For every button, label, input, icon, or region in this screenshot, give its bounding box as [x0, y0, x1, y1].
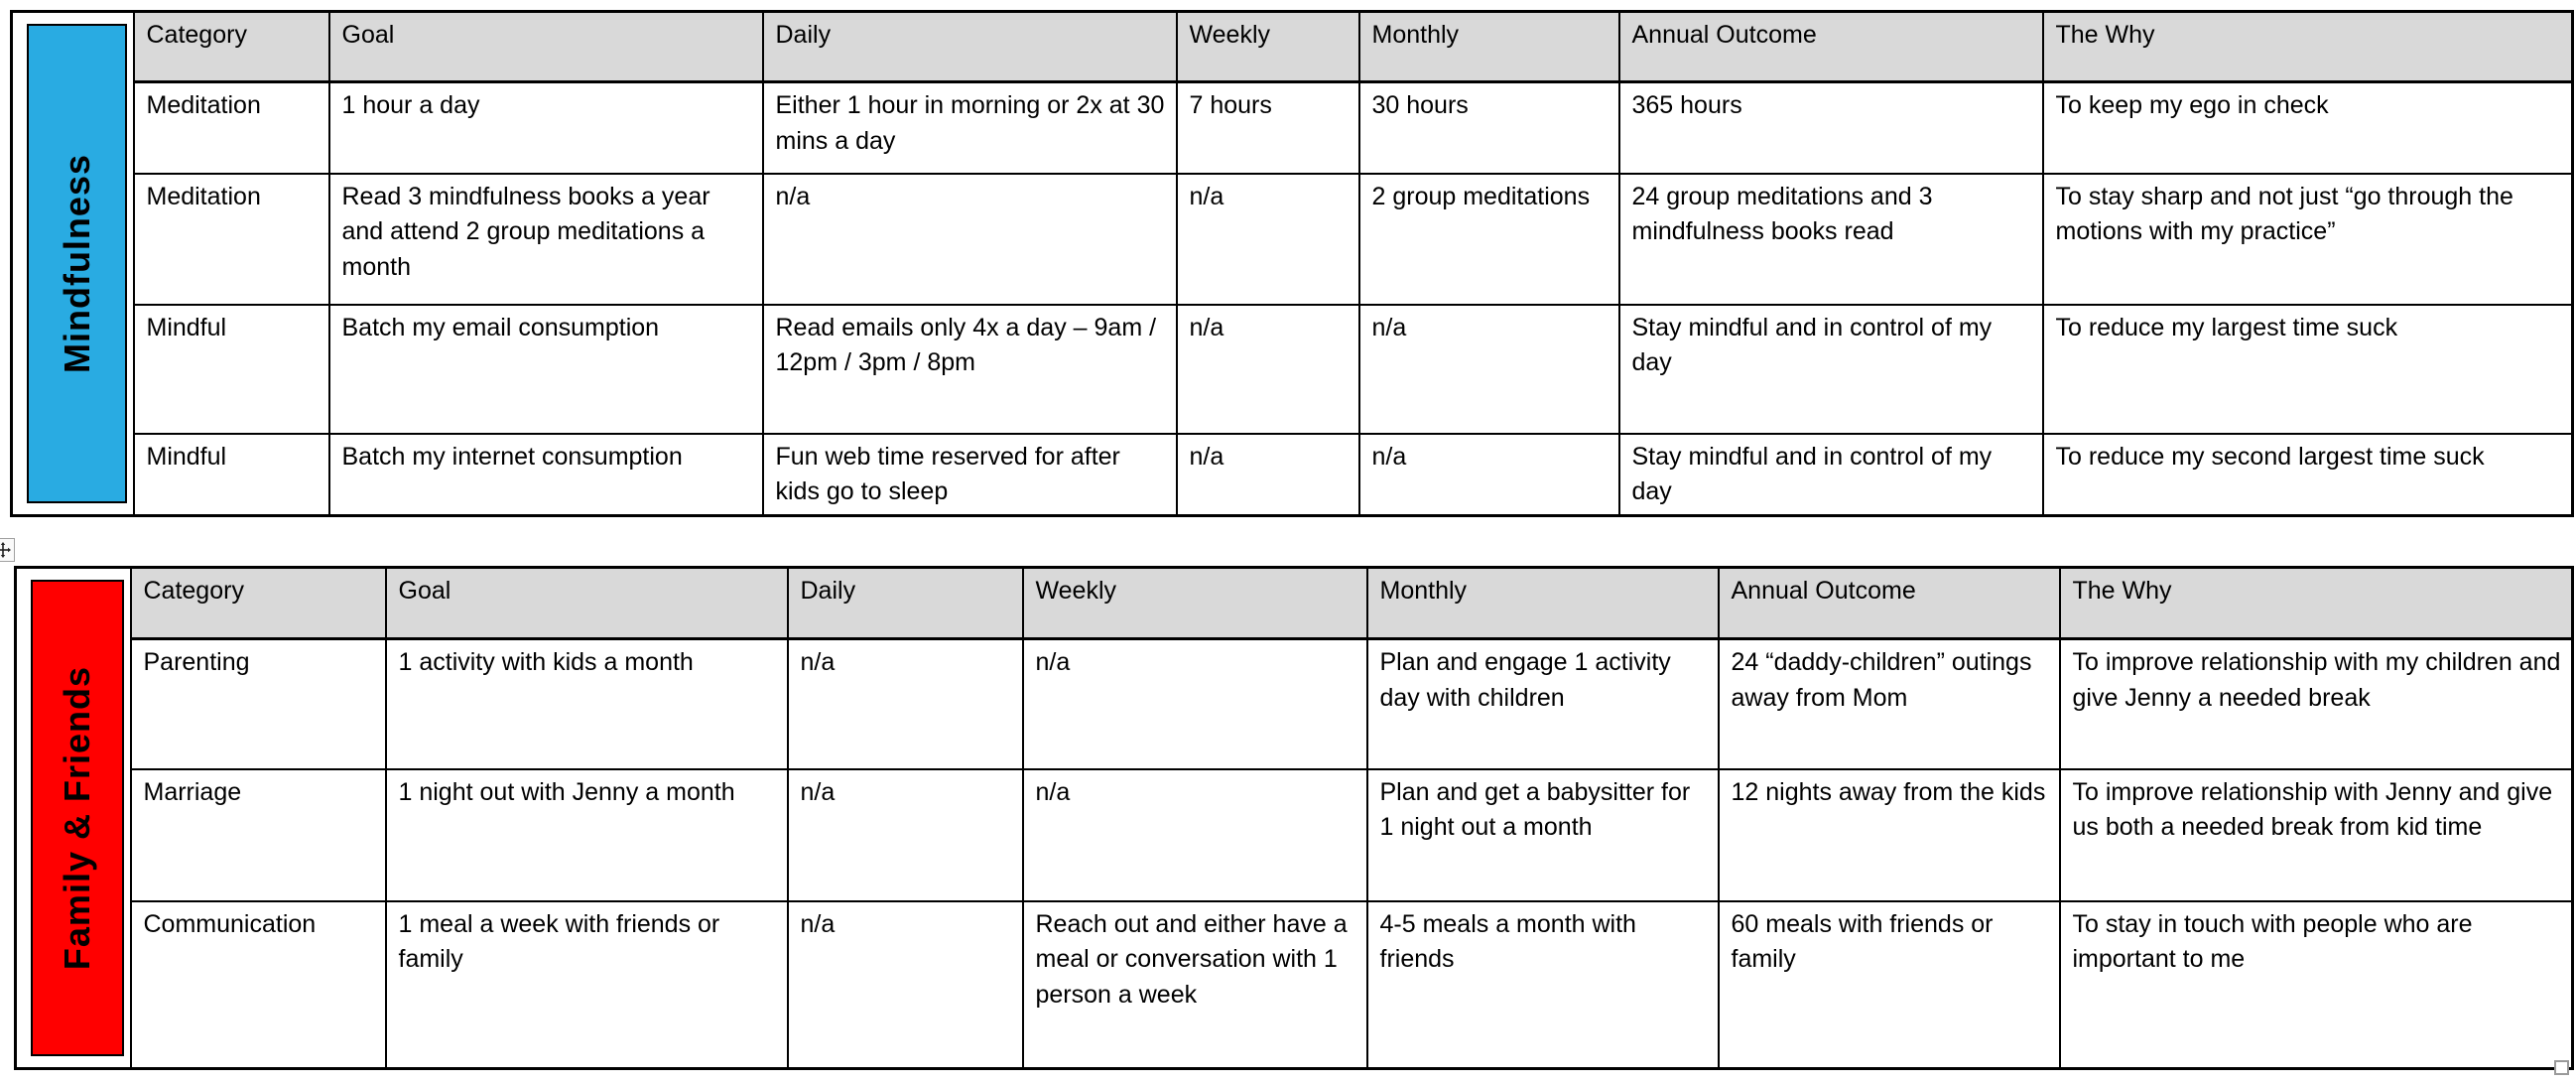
header-cell-weekly[interactable]: Weekly — [1023, 568, 1367, 639]
header-cell-monthly[interactable]: Monthly — [1367, 568, 1719, 639]
table-cell[interactable]: n/a — [1177, 174, 1359, 305]
table-cell[interactable]: 1 hour a day — [329, 82, 763, 174]
table-cell[interactable]: To improve relationship with Jenny and give us both a needed break from kid time — [2060, 769, 2573, 901]
table-cell[interactable]: n/a — [1359, 434, 1619, 516]
table-cell[interactable]: 2 group meditations — [1359, 174, 1619, 305]
table-row — [12, 82, 2573, 174]
header-cell-annual-outcome[interactable]: Annual Outcome — [1719, 568, 2060, 639]
table-cell[interactable]: 365 hours — [1619, 82, 2043, 174]
table-row — [16, 769, 2573, 901]
mindfulness-label-cell[interactable] — [12, 12, 134, 516]
table-cell[interactable]: Marriage — [131, 769, 386, 901]
vertical-label: Family & Friends — [57, 665, 98, 971]
family-friends-goals-table — [14, 566, 2574, 1070]
table-row — [12, 174, 2573, 305]
header-cell-annual-outcome[interactable]: Annual Outcome — [1619, 12, 2043, 82]
table-cell[interactable]: To improve relationship with my children and give Jenny a needed break — [2060, 639, 2573, 769]
table-cell[interactable]: Batch my email consumption — [329, 305, 763, 434]
table-cell[interactable]: Stay mindful and in control of my day — [1619, 305, 2043, 434]
header-cell-category[interactable]: Category — [134, 12, 329, 82]
table-cell[interactable]: Either 1 hour in morning or 2x at 30 mins a day — [763, 82, 1177, 174]
table-cell[interactable]: Communication — [131, 901, 386, 1069]
table-cell[interactable]: 1 night out with Jenny a month — [386, 769, 788, 901]
table-row — [12, 434, 2573, 516]
table-cell[interactable]: n/a — [1177, 434, 1359, 516]
table-cell[interactable]: 24 “daddy-children” outings away from Mom — [1719, 639, 2060, 769]
table-cell[interactable]: n/a — [763, 174, 1177, 305]
header-cell-the-why[interactable]: The Why — [2060, 568, 2573, 639]
header-cell-the-why[interactable]: The Why — [2043, 12, 2573, 82]
mindfulness-goals-table-wrap — [10, 10, 2574, 517]
table-cell[interactable]: Mindful — [134, 434, 329, 516]
table-cell[interactable]: Meditation — [134, 174, 329, 305]
table-cell[interactable]: Plan and engage 1 activity day with children — [1367, 639, 1719, 769]
table-cell[interactable]: To reduce my second largest time suck — [2043, 434, 2573, 516]
table-cell[interactable]: n/a — [1023, 639, 1367, 769]
table-row — [12, 305, 2573, 434]
table-cell[interactable]: 1 activity with kids a month — [386, 639, 788, 769]
table-cell[interactable]: Batch my internet consumption — [329, 434, 763, 516]
table-cell[interactable]: Parenting — [131, 639, 386, 769]
header-cell-goal[interactable]: Goal — [386, 568, 788, 639]
table-cell[interactable]: n/a — [788, 769, 1023, 901]
table-cell[interactable]: To reduce my largest time suck — [2043, 305, 2573, 434]
table-cell[interactable]: Stay mindful and in control of my day — [1619, 434, 2043, 516]
header-cell-goal[interactable]: Goal — [329, 12, 763, 82]
table-cell[interactable]: Plan and get a babysitter for 1 night out a month — [1367, 769, 1719, 901]
table-cell[interactable]: To stay in touch with people who are important to me — [2060, 901, 2573, 1069]
table-cell[interactable]: 7 hours — [1177, 82, 1359, 174]
mindfulness-goals-table — [10, 10, 2574, 517]
table-cell[interactable]: Meditation — [134, 82, 329, 174]
table-move-handle[interactable] — [0, 538, 15, 562]
table-cell[interactable]: Reach out and either have a meal or conversation with 1 person a week — [1023, 901, 1367, 1069]
table-cell[interactable]: Read emails only 4x a day – 9am / 12pm / 3pm / 8pm — [763, 305, 1177, 434]
table-cell[interactable]: 24 group meditations and 3 mindfulness books read — [1619, 174, 2043, 305]
table-cell[interactable]: n/a — [788, 901, 1023, 1069]
table-cell[interactable]: n/a — [1023, 769, 1367, 901]
family-friends-label-box[interactable] — [31, 580, 124, 1056]
table-cell[interactable]: To keep my ego in check — [2043, 82, 2573, 174]
family-friends-goals-table-wrap — [14, 566, 2574, 1070]
header-cell-daily[interactable]: Daily — [788, 568, 1023, 639]
table-cell[interactable]: To stay sharp and not just “go through the motions with my practice” — [2043, 174, 2573, 305]
move-arrows-icon — [0, 542, 11, 558]
header-cell-category[interactable]: Category — [131, 568, 386, 639]
vertical-label: Mindfulness — [56, 153, 97, 373]
table-cell[interactable]: 60 meals with friends or family — [1719, 901, 2060, 1069]
table-cell[interactable]: 12 nights away from the kids — [1719, 769, 2060, 901]
table-cell[interactable]: 30 hours — [1359, 82, 1619, 174]
header-cell-daily[interactable]: Daily — [763, 12, 1177, 82]
table-cell[interactable]: Mindful — [134, 305, 329, 434]
table-cell[interactable]: Read 3 mindfulness books a year and attend 2 group meditations a month — [329, 174, 763, 305]
header-cell-monthly[interactable]: Monthly — [1359, 12, 1619, 82]
mindfulness-label-box[interactable] — [27, 24, 127, 503]
table-cell[interactable]: n/a — [788, 639, 1023, 769]
table-cell[interactable]: Fun web time reserved for after kids go to sleep — [763, 434, 1177, 516]
family-friends-label-cell[interactable] — [16, 568, 131, 1069]
table-resize-handle[interactable] — [2554, 1060, 2569, 1075]
table-cell[interactable]: 1 meal a week with friends or family — [386, 901, 788, 1069]
table-cell[interactable]: n/a — [1177, 305, 1359, 434]
table-row — [16, 901, 2573, 1069]
header-cell-weekly[interactable]: Weekly — [1177, 12, 1359, 82]
table-cell[interactable]: 4-5 meals a month with friends — [1367, 901, 1719, 1069]
table-row — [16, 639, 2573, 769]
table-cell[interactable]: n/a — [1359, 305, 1619, 434]
